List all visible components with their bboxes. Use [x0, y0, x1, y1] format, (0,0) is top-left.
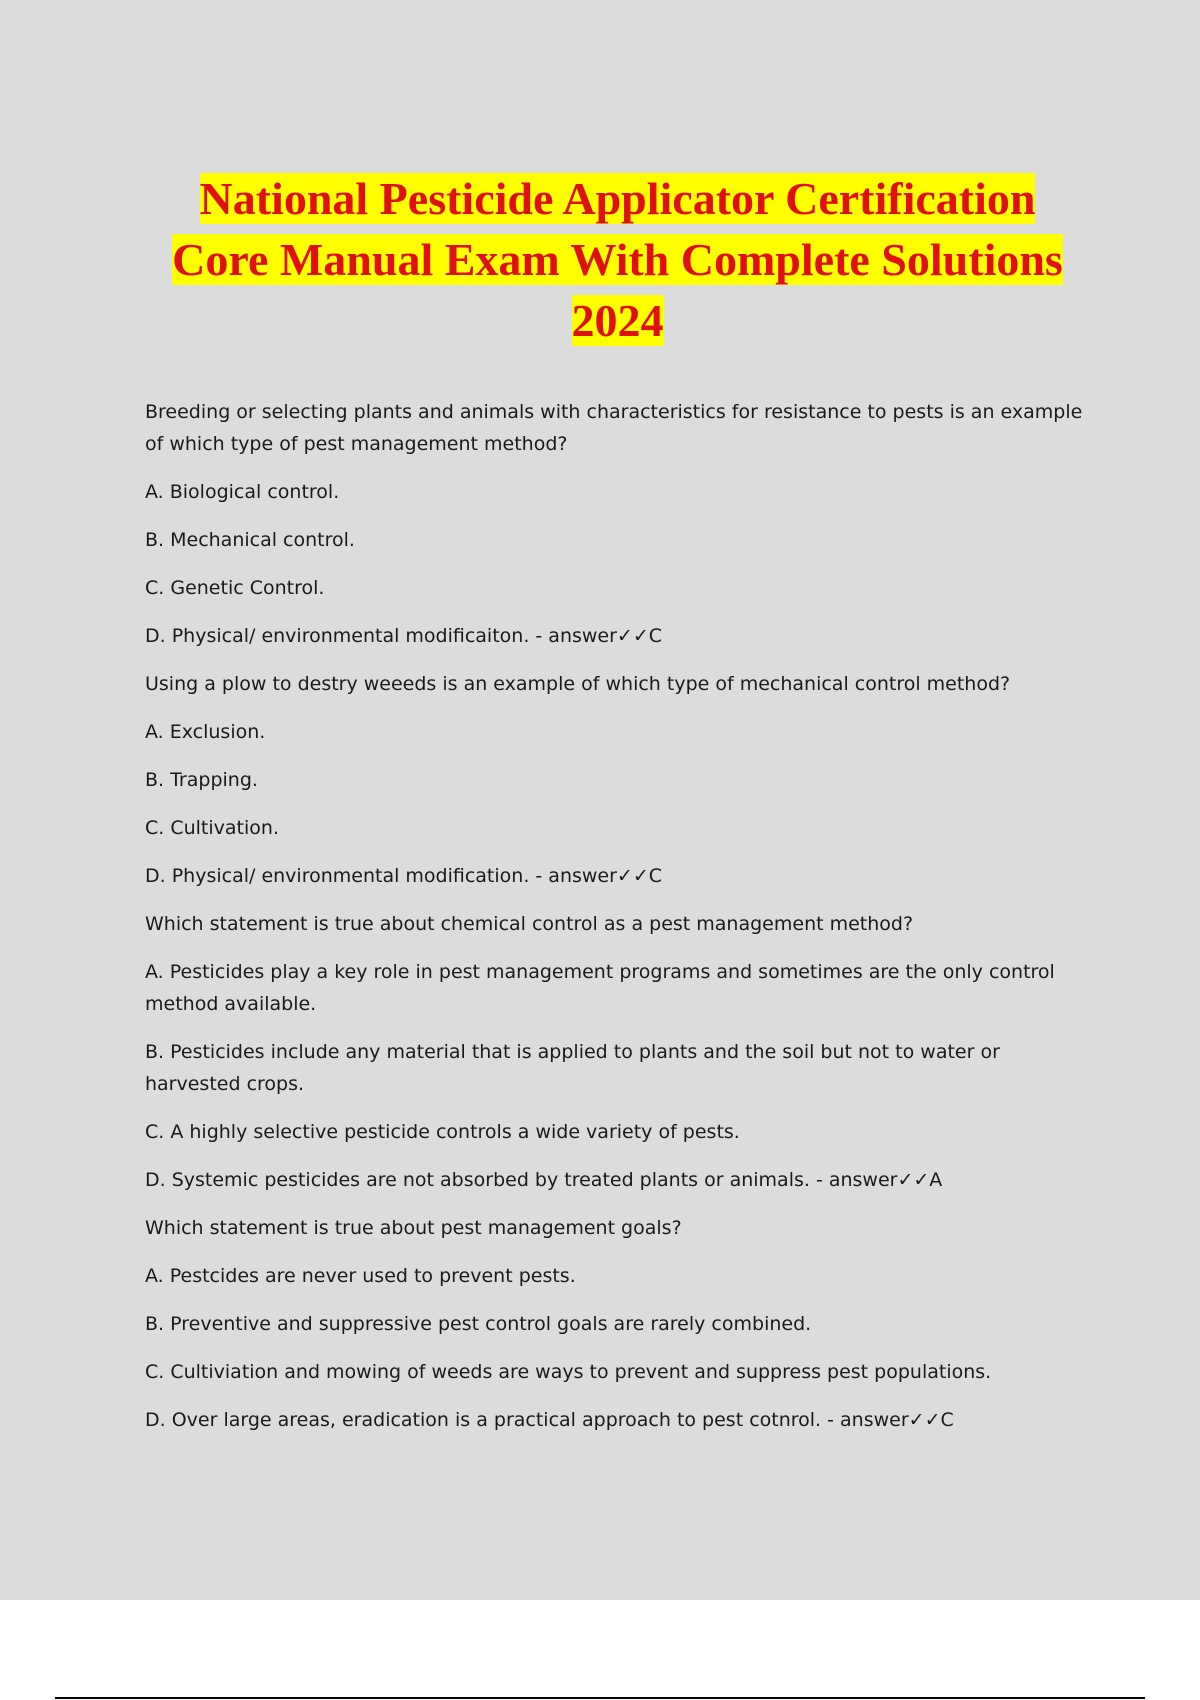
document-title: [130, 168, 1105, 351]
title-line: National Pesticide Applicator Certification: [199, 173, 1036, 224]
answer-option: B. Mechanical control.: [145, 529, 355, 551]
answer-option: B. Pesticides include any material that is applied to plants and the soil but not to water or harvested crops.: [145, 1041, 1000, 1095]
answer-option-with-key: D. Over large areas, eradication is a practical approach to pest cotnrol. - answer✓✓C: [145, 1409, 954, 1431]
answer-option: C. Cultiviation and mowing of weeds are ways to prevent and suppress pest populations.: [145, 1361, 992, 1383]
answer-option: A. Pestcides are never used to prevent pests.: [145, 1265, 576, 1287]
question-text: Using a plow to destry weeeds is an example of which type of mechanical control method?: [145, 673, 1011, 695]
answer-option: C. Genetic Control.: [145, 577, 325, 599]
title-line: Core Manual Exam With Complete Solutions: [172, 234, 1063, 285]
answer-option: B. Trapping.: [145, 769, 258, 791]
page-footer: [0, 1600, 1200, 1700]
answer-option: A. Pesticides play a key role in pest management programs and sometimes are the only control method available.: [145, 961, 1055, 1015]
question-text: Which statement is true about chemical control as a pest management method?: [145, 913, 914, 935]
question-text: Breeding or selecting plants and animals with characteristics for resistance to pests is an example of which type of pest management method?: [145, 401, 1083, 455]
footer-divider: [55, 1697, 1145, 1699]
answer-option: A. Exclusion.: [145, 721, 266, 743]
answer-option: A. Biological control.: [145, 481, 340, 503]
answer-option-with-key: D. Physical/ environmental modificaiton. - answer✓✓C: [145, 625, 663, 647]
question-text: Which statement is true about pest management goals?: [145, 1217, 682, 1239]
answer-option: C. Cultivation.: [145, 817, 279, 839]
title-line: 2024: [571, 295, 664, 346]
answer-option: B. Preventive and suppressive pest control goals are rarely combined.: [145, 1313, 812, 1335]
answer-option-with-key: D. Systemic pesticides are not absorbed by treated plants or animals. - answer✓✓A: [145, 1169, 943, 1191]
answer-option-with-key: D. Physical/ environmental modification. - answer✓✓C: [145, 865, 663, 887]
answer-option: C. A highly selective pesticide controls a wide variety of pests.: [145, 1121, 740, 1143]
question-list: [145, 396, 1095, 1452]
